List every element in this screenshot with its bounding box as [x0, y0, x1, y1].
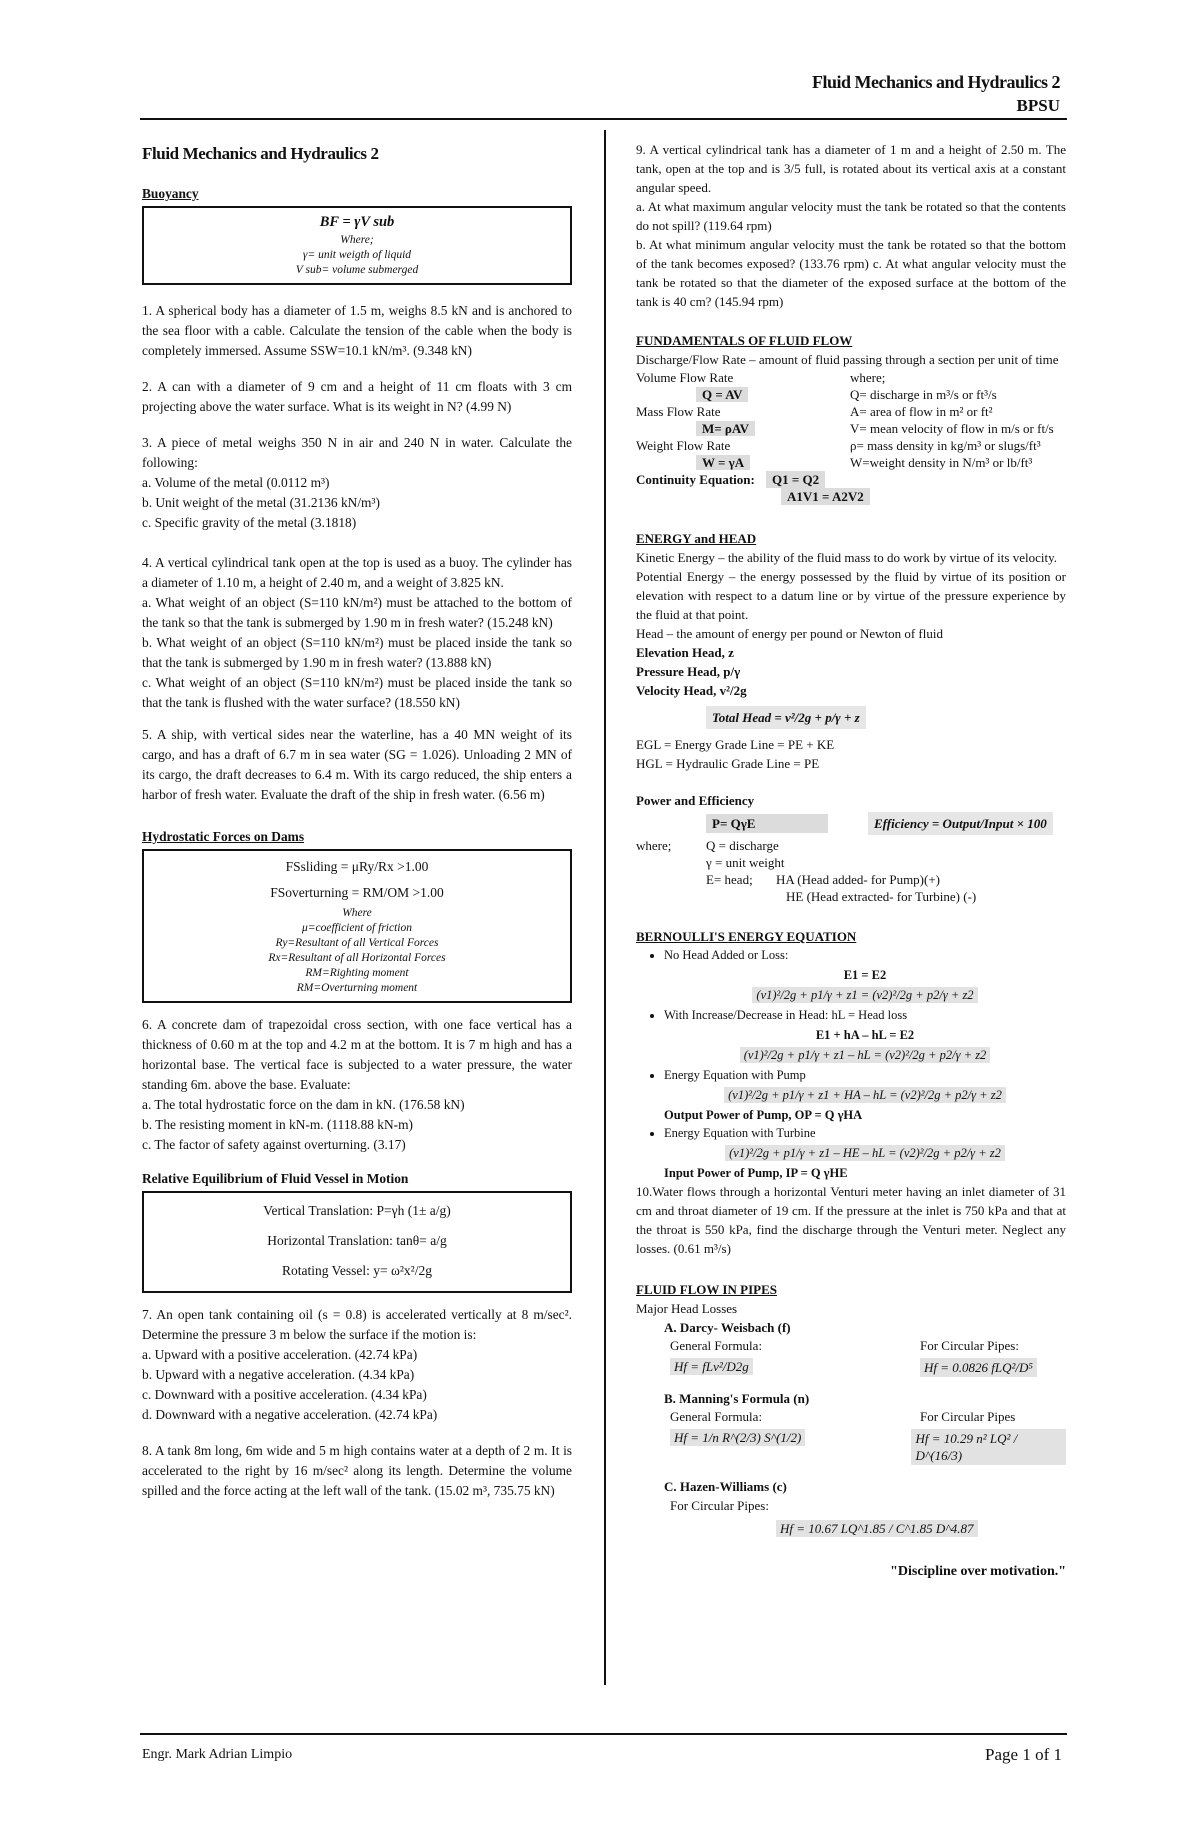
egl-definition: EGL = Energy Grade Line = PE + KE [636, 737, 835, 752]
darcy-general-label: General Formula: [670, 1338, 763, 1353]
bernoulli-item-2 [664, 1006, 1066, 1064]
problem-6a: a. The total hydrostatic force on the dam in kN. (176.58 kN) [142, 1097, 465, 1112]
bernoulli-item-1-label: • No Head Added or Loss: [664, 948, 789, 962]
major-head-losses: Major Head Losses [636, 1301, 738, 1316]
quote: "Discipline over motivation." [890, 1564, 1066, 1579]
footer-author: Engr. Mark Adrian Limpio [142, 1747, 293, 1762]
buoyancy-formula-box [142, 206, 572, 285]
header-rule [140, 118, 1067, 120]
energy-head-heading: ENERGY and HEAD [636, 531, 757, 546]
flow-table [636, 369, 1066, 505]
power-efficiency-heading: Power and Efficiency [636, 793, 755, 808]
fs-overturning: FSoverturning = RM/OM >1.00 [270, 885, 444, 900]
problem-6: 6. A concrete dam of trapezoidal cross section, with one face vertical has a thickness of 0.60 m at the top and 4.2 m at the bottom. It is 7 m high and has a horizontal base. The vertical face is subjected to a water pressure, the water standing 6m. above the base. Evaluate: [142, 1017, 572, 1092]
bernoulli-item-4-label: • Energy Equation with Turbine [664, 1126, 816, 1140]
manning-circular-label: For Circular Pipes [920, 1409, 1016, 1424]
pipes-heading: FLUID FLOW IN PIPES [636, 1282, 777, 1297]
bernoulli-item-1-energy: E1 = E2 [843, 968, 887, 982]
darcy-heading: A. Darcy- Weisbach (f) [664, 1320, 791, 1335]
flow-row-3-right: V= mean velocity of flow in m/s or ft/s [850, 421, 1054, 436]
flow-row-0-left: Volume Flow Rate [636, 370, 734, 385]
hydro-l3: Rx=Resultant of all Horizontal Forces [268, 952, 446, 964]
hydro-l2: Ry=Resultant of all Vertical Forces [275, 937, 439, 949]
column-divider [604, 130, 606, 1685]
hazen-heading: C. Hazen-Williams (c) [664, 1479, 787, 1494]
manning-general-formula: Hf = 1/n R^(2/3) S^(1/2) [670, 1429, 805, 1446]
bernoulli-heading: BERNOULLI'S ENERGY EQUATION [636, 929, 857, 944]
flow-row-5-left: W = γA [696, 455, 750, 470]
problem-9a: a. At what maximum angular velocity must the tank be rotated so that the contents do not spill? (119.64 rpm) [636, 199, 1066, 233]
problem-4c: c. What weight of an object (S=110 kN/m²) must be placed inside the tank so that the tank is flushed with the water surface? (18.550 kN) [142, 675, 572, 710]
kinetic-energy: Kinetic Energy – the ability of the fluid mass to do work by virtue of its velocity. [636, 550, 1057, 565]
continuity-1: Q1 = Q2 [766, 471, 825, 488]
problem-7b: b. Upward with a negative acceleration. (4.34 kPa) [142, 1367, 415, 1382]
velocity-head: Velocity Head, v²/2g [636, 683, 747, 698]
manning-circular-formula: Hf = 10.29 n² LQ² / D^(16/3) [911, 1429, 1066, 1465]
problem-1: 1. A spherical body has a diameter of 1.5 m, weighs 8.5 kN and is anchored to the sea floor with a cable. Calculate the tension of the cable when the body is completely immersed. Assume SSW=10.1 kN/m³. (9.348 kN) [142, 303, 572, 358]
darcy-circular-formula: Hf = 0.0826 fLQ²/D⁵ [920, 1358, 1037, 1377]
hydro-l4: RM=Righting moment [305, 967, 409, 979]
rotating-vessel: Rotating Vessel: y= ω²x²/2g [282, 1263, 432, 1278]
efficiency-formula: Efficiency = Output/Input × 100 [868, 812, 1053, 835]
bernoulli-item-3 [664, 1066, 1066, 1124]
hydro-l1: μ=coefficient of friction [302, 922, 412, 934]
fs-sliding: FSsliding = μRy/Rx >1.00 [285, 859, 429, 874]
darcy-general-formula: Hf = fLv²/D2g [670, 1358, 753, 1375]
pe-he: HE (Head extracted- for Turbine) (-) [786, 889, 977, 904]
problem-10: 10.Water flows through a horizontal Venturi meter having an inlet diameter of 31 cm and throat diameter of 19 cm. If the pressure at the inlet is 750 kPa and that at the throat is 550 kPa, find the discharge through the Venturi meter. Neglect any losses. (0.61 m³/s) [636, 1184, 1066, 1256]
manning-heading: B. Manning's Formula (n) [664, 1391, 810, 1406]
buoyancy-l1: γ= unit weigth of liquid [302, 249, 412, 261]
total-head-formula: Total Head = v²/2g + p/γ + z [706, 706, 866, 729]
pe-ha: HA (Head added- for Pump)(+) [776, 872, 941, 887]
problem-6c: c. The factor of safety against overturning. (3.17) [142, 1137, 406, 1152]
bernoulli-item-2-formula: (v1)²/2g + p1/γ + z1 – hL = (v2)²/2g + p2/γ + z2 [740, 1047, 991, 1063]
flow-row-1-right: Q= discharge in m³/s or ft³/s [850, 387, 997, 402]
bernoulli-list [636, 946, 1066, 1182]
flow-row-4-left: Weight Flow Rate [636, 438, 731, 453]
problem-5: 5. A ship, with vertical sides near the waterline, has a 40 MN weight of its cargo, and has a draft of 6.7 m in sea water (SG = 1.026). Unloading 2 MN of its cargo, the draft decreases to 6.4 m. With its cargo reduced, the ship enters a harbor of fresh water. Evaluate the draft of the ship in fresh water. (6.56 m) [142, 727, 572, 802]
continuity-label: Continuity Equation: [636, 472, 755, 487]
bernoulli-item-4-input: Input Power of Pump, IP = Q γHE [664, 1166, 848, 1180]
fluid-flow-heading: FUNDAMENTALS OF FLUID FLOW [636, 333, 853, 348]
buoyancy-where: Where; [340, 234, 374, 246]
hydro-where: Where [342, 907, 372, 919]
bernoulli-item-2-energy: E1 + hA – hL = E2 [815, 1028, 915, 1042]
problem-7a: a. Upward with a positive acceleration. (42.74 kPa) [142, 1347, 418, 1362]
flow-row-3-left: M= ρAV [696, 421, 755, 436]
pe-where: where; [636, 838, 672, 853]
horizontal-translation: Horizontal Translation: tanθ= a/g [267, 1233, 447, 1248]
problem-2: 2. A can with a diameter of 9 cm and a height of 11 cm floats with 3 cm projecting above the water surface. What is its weight in N? (4.99 N) [142, 379, 572, 414]
bernoulli-item-3-output: Output Power of Pump, OP = Q γHA [664, 1108, 863, 1122]
bernoulli-item-1-formula: (v1)²/2g + p1/γ + z1 = (v2)²/2g + p2/γ + z2 [752, 987, 977, 1003]
problem-3: 3. A piece of metal weighs 350 N in air and 240 N in water. Calculate the following: [142, 435, 572, 470]
discharge-definition: Discharge/Flow Rate – amount of fluid passing through a section per unit of time [636, 352, 1059, 367]
buoyancy-heading: Buoyancy [142, 186, 199, 201]
problem-3a: a. Volume of the metal (0.0112 m³) [142, 475, 330, 490]
bernoulli-item-3-label: • Energy Equation with Pump [664, 1068, 806, 1082]
problem-7c: c. Downward with a positive acceleration. (4.34 kPa) [142, 1387, 427, 1402]
problem-4b: b. What weight of an object (S=110 kN/m²) must be placed inside the tank so that the tank is submerged by 1.90 m in fresh water? (13.888 kN) [142, 635, 572, 670]
footer-page: Page 1 of 1 [985, 1745, 1062, 1764]
document-title: Fluid Mechanics and Hydraulics 2 [142, 144, 379, 163]
header-title: Fluid Mechanics and Hydraulics 2 [811, 72, 1060, 92]
hgl-definition: HGL = Hydraulic Grade Line = PE [636, 756, 820, 771]
flow-row-0-right: where; [850, 370, 886, 385]
flow-row-4-right: ρ= mass density in kg/m³ or slugs/ft³ [850, 438, 1041, 453]
flow-row-2-right: A= area of flow in m² or ft² [850, 404, 993, 419]
pe-e: E= head; [706, 872, 753, 887]
pe-gamma: γ = unit weight [706, 855, 785, 870]
power-formula: P= QγE [706, 814, 828, 833]
buoyancy-l2: V sub= volume submerged [295, 264, 419, 276]
pe-q: Q = discharge [706, 838, 779, 853]
continuity-2: A1V1 = A2V2 [781, 488, 870, 505]
hydro-l5: RM=Overturning moment [296, 982, 418, 994]
relative-formula-box [142, 1191, 572, 1293]
flow-row-2-left: Mass Flow Rate [636, 404, 721, 419]
hydro-formula-box [142, 849, 572, 1003]
problem-7: 7. An open tank containing oil (s = 0.8) is accelerated vertically at 8 m/sec². Determine the pressure 3 m below the surface if the motion is: [142, 1307, 572, 1342]
problem-7d: d. Downward with a negative acceleration. (42.74 kPa) [142, 1407, 438, 1422]
manning-general-label: General Formula: [670, 1409, 763, 1424]
right-column [636, 140, 1066, 1581]
darcy-circular-label: For Circular Pipes: [920, 1338, 1019, 1353]
header-subtitle: BPSU [1016, 96, 1060, 115]
problem-9: 9. A vertical cylindrical tank has a diameter of 1 m and a height of 2.50 m. The tank, open at the top and is 3/5 full, is rotated about its vertical axis at a constant angular speed. [636, 142, 1066, 195]
bernoulli-item-4-formula: (v1)²/2g + p1/γ + z1 – HE – hL = (v2)²/2g + p2/γ + z2 [725, 1145, 1005, 1161]
problem-8: 8. A tank 8m long, 6m wide and 5 m high contains water at a depth of 2 m. It is accelerated to the right by 16 m/sec² along its length. Determine the volume spilled and the force acting at the left wall of the tank. (15.02 m³, 735.75 kN) [142, 1443, 572, 1498]
problem-3b: b. Unit weight of the metal (31.2136 kN/m³) [142, 495, 380, 510]
flow-row-1-left: Q = AV [696, 387, 748, 402]
bernoulli-item-3-formula: (v1)²/2g + p1/γ + z1 + HA – hL = (v2)²/2g + p2/γ + z2 [724, 1087, 1006, 1103]
elevation-head: Elevation Head, z [636, 645, 734, 660]
head-definition: Head – the amount of energy per pound or Newton of fluid [636, 626, 943, 641]
flow-row-5-right: W=weight density in N/m³ or lb/ft³ [850, 455, 1033, 470]
problem-4: 4. A vertical cylindrical tank open at the top is used as a buoy. The cylinder has a diameter of 1.10 m, a height of 2.40 m, and a weight of 3.825 kN. [142, 555, 572, 590]
problem-4a: a. What weight of an object (S=110 kN/m²) must be attached to the bottom of the tank so that the tank is submerged by 1.90 m in fresh water? (15.248 kN) [142, 595, 572, 630]
hazen-formula: Hf = 10.67 LQ^1.85 / C^1.85 D^4.87 [776, 1520, 978, 1537]
hazen-circular-label: For Circular Pipes: [670, 1498, 769, 1513]
bernoulli-item-4 [664, 1124, 1066, 1182]
problem-3c: c. Specific gravity of the metal (3.1818) [142, 515, 357, 530]
hydro-heading: Hydrostatic Forces on Dams [142, 829, 305, 844]
buoyancy-formula: BF = γV sub [319, 214, 395, 230]
relative-heading: Relative Equilibrium of Fluid Vessel in Motion [142, 1171, 409, 1186]
pressure-head: Pressure Head, p/γ [636, 664, 741, 679]
left-column [142, 140, 572, 1501]
potential-energy: Potential Energy – the energy possessed by the fluid by virtue of its position or elevation with respect to a datum line or by virtue of the pressure experience by the fluid at that point. [636, 569, 1066, 622]
bernoulli-item-1 [664, 946, 1066, 1004]
problem-6b: b. The resisting moment in kN-m. (1118.88 kN-m) [142, 1117, 414, 1132]
footer-rule [140, 1733, 1067, 1735]
vertical-translation: Vertical Translation: P=γh (1± a/g) [263, 1203, 451, 1218]
bernoulli-item-2-label: • With Increase/Decrease in Head: hL = Head loss [664, 1008, 908, 1022]
problem-9b: b. At what minimum angular velocity must the tank be rotated so that the bottom of the tank becomes exposed? (133.76 rpm) c. At what angular velocity must the tank be rotated so that the diameter of the exposed surface at the bottom of the tank is 40 cm? (145.94 rpm) [636, 237, 1066, 309]
